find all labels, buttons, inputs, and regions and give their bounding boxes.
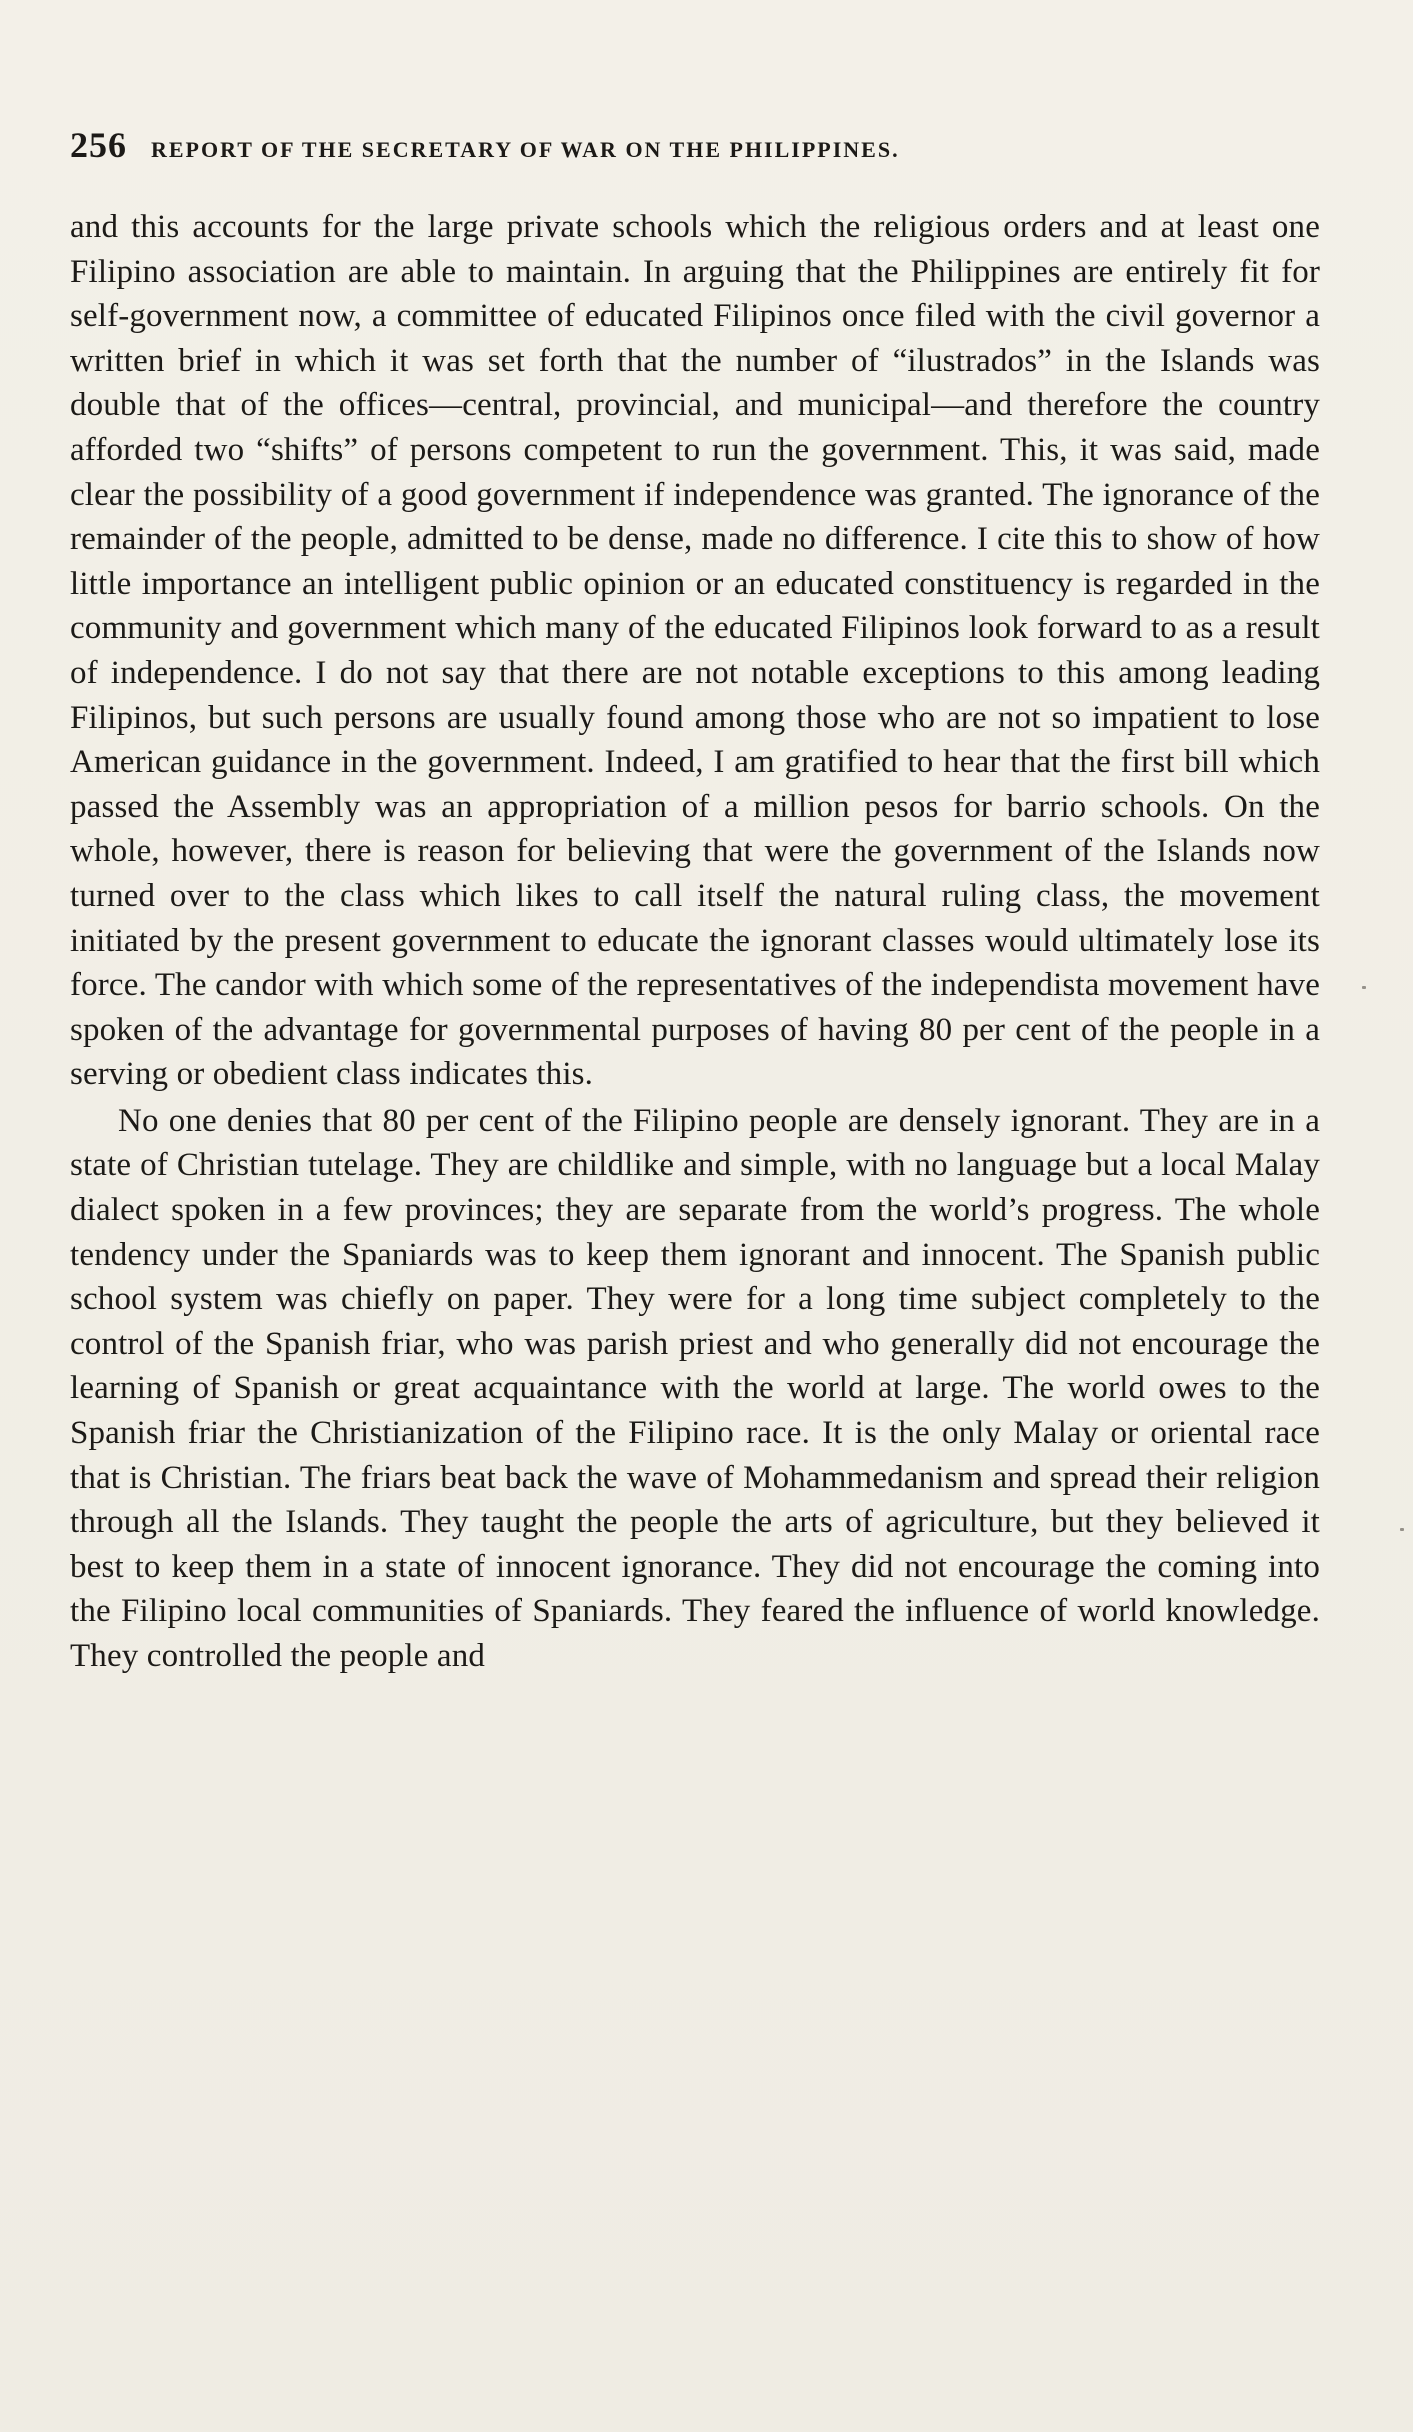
- paragraph: No one denies that 80 per cent of the Filipino people are densely ignorant. They are in a state of Christian tutelage. They are childlike and simple, with no language but a local Malay dialect spoken in a few provinces; they are separate from the world’s progress. The whole tendency under the Spaniards was to keep them ignorant and innocent. The Spanish public school system was chiefly on paper. They were for a long time subject completely to the control of the Spanish friar, who was parish priest and who generally did not encourage the learning of Spanish or great acquaintance with the world at large. The world owes to the Spanish friar the Christianization of the Filipino race. It is the only Malay or oriental race that is Christian. The friars beat back the wave of Mohammedanism and spread their religion through all the Islands. They taught the people the arts of agriculture, but they believed it best to keep them in a state of innocent ignorance. They did not encourage the coming into the Filipino local communities of Spaniards. They feared the influence of world knowledge. They controlled the people and: [70, 1102, 1320, 1674]
- running-header: [70, 124, 1260, 172]
- running-title: REPORT OF THE SECRETARY OF WAR ON THE PHILIPPINES.: [151, 137, 900, 162]
- paragraph: and this accounts for the large private schools which the religious orders and at least one Filipino association are able to maintain. In arguing that the Philippines are entirely fit for self-government now, a committee of educated Filipinos once filed with the civil governor a written brief in which it was set forth that the number of “ilustrados” in the Islands was double that of the offices—central, provincial, and municipal—and therefore the country afforded two “shifts” of persons competent to run the government. This, it was said, made clear the possibility of a good government if independence was granted. The ignorance of the remainder of the people, admitted to be dense, made no difference. I cite this to show of how little importance an intelligent public opinion or an educated constituency is regarded in the community and government which many of the educated Filipinos look forward to as a result of independence. I do not say that there are not notable exceptions to this among leading Filipinos, but such persons are usually found among those who are not so impatient to lose American guidance in the government. Indeed, I am gratified to hear that the first bill which passed the Assembly was an appropriation of a million pesos for barrio schools. On the whole, however, there is reason for believing that were the government of the Islands now turned over to the class which likes to call itself the natural ruling class, the movement initiated by the present government to educate the ignorant classes would ultimately lose its force. The candor with which some of the representatives of the independista movement have spoken of the advantage for governmental purposes of having 80 per cent of the people in a serving or obedient class indicates this.: [70, 209, 1320, 1093]
- scan-speck: [1400, 1528, 1404, 1531]
- body-text: [70, 205, 1320, 1679]
- page-number: 256: [70, 125, 127, 165]
- scan-speck: [1362, 986, 1366, 989]
